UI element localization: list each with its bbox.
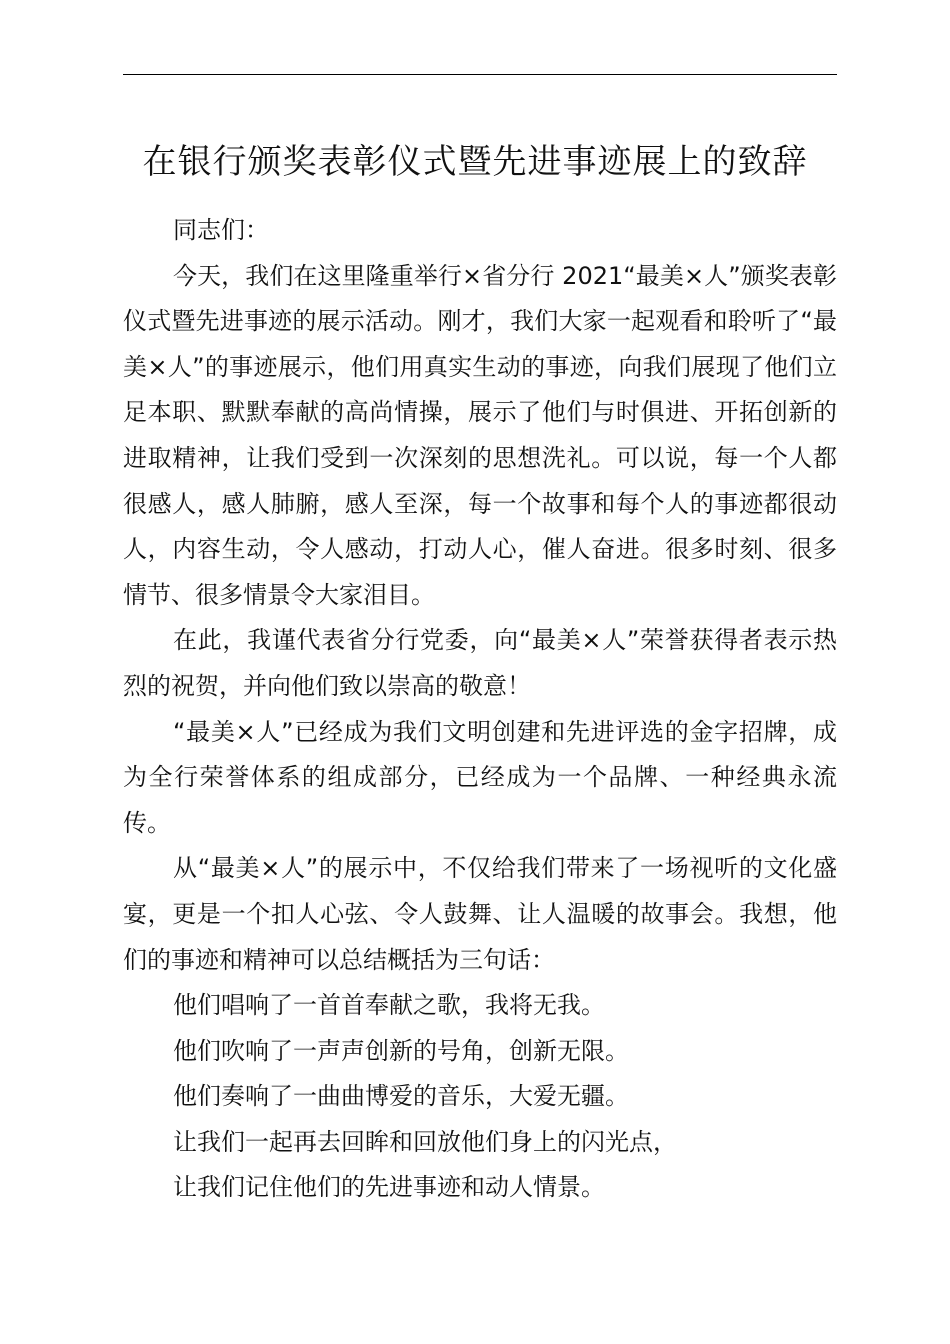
line-review: 让我们一起再去回眸和回放他们身上的闪光点， [173,1127,677,1156]
paragraph-opening: 今天，我们在这里隆重举行×省分行 2021“最美×人”颁奖表彰仪式暨先进事迹的展示活动。刚才，我们大家一起观看和聆听了“最美×人”的事迹展示，他们用真实生动的事迹，向我们展现了他们立足本职、默默奉献的高尚情操，展示了他们与时俱进、开拓创新的进取精神，让我们受到一次深刻的思想洗礼。可以说，每一个人都很感人，感人肺腑，感人至深，每一个故事和每个人的事迹都很动人，内容生动，令人感动，打动人心，催人奋进。很多时刻、很多情节、很多情景令大家泪目。 [123,261,837,609]
line-remember: 让我们记住他们的先进事迹和动人情景。 [173,1173,605,1202]
header-rule [123,74,837,75]
paragraph-brand: “最美×人”已经成为我们文明创建和先进评选的金字招牌，成为全行荣誉体系的组成部分，已经成为一个品牌、一种经典永流传。 [123,717,837,837]
document-title: 在银行颁奖表彰仪式暨先进事迹展上的致辞 [142,142,808,182]
line-dedication: 他们唱响了一首首奉献之歌，我将无我。 [173,991,605,1020]
salutation: 同志们： [173,216,269,244]
paragraph-summary: 从“最美×人”的展示中，不仅给我们带来了一场视听的文化盛宴，更是一个扣人心弦、令人鼓舞、让人温暖的故事会。我想，他们的事迹和精神可以总结概括为三句话： [123,854,837,974]
line-innovation: 他们吹响了一声声创新的号角，创新无限。 [173,1036,629,1065]
line-love: 他们奏响了一曲曲博爱的音乐，大爱无疆。 [173,1082,629,1111]
paragraph-congratulations: 在此，我谨代表省分行党委，向“最美×人”荣誉获得者表示热烈的祝贺，并向他们致以崇高的敬意！ [123,626,837,700]
document-body [123,208,837,1211]
